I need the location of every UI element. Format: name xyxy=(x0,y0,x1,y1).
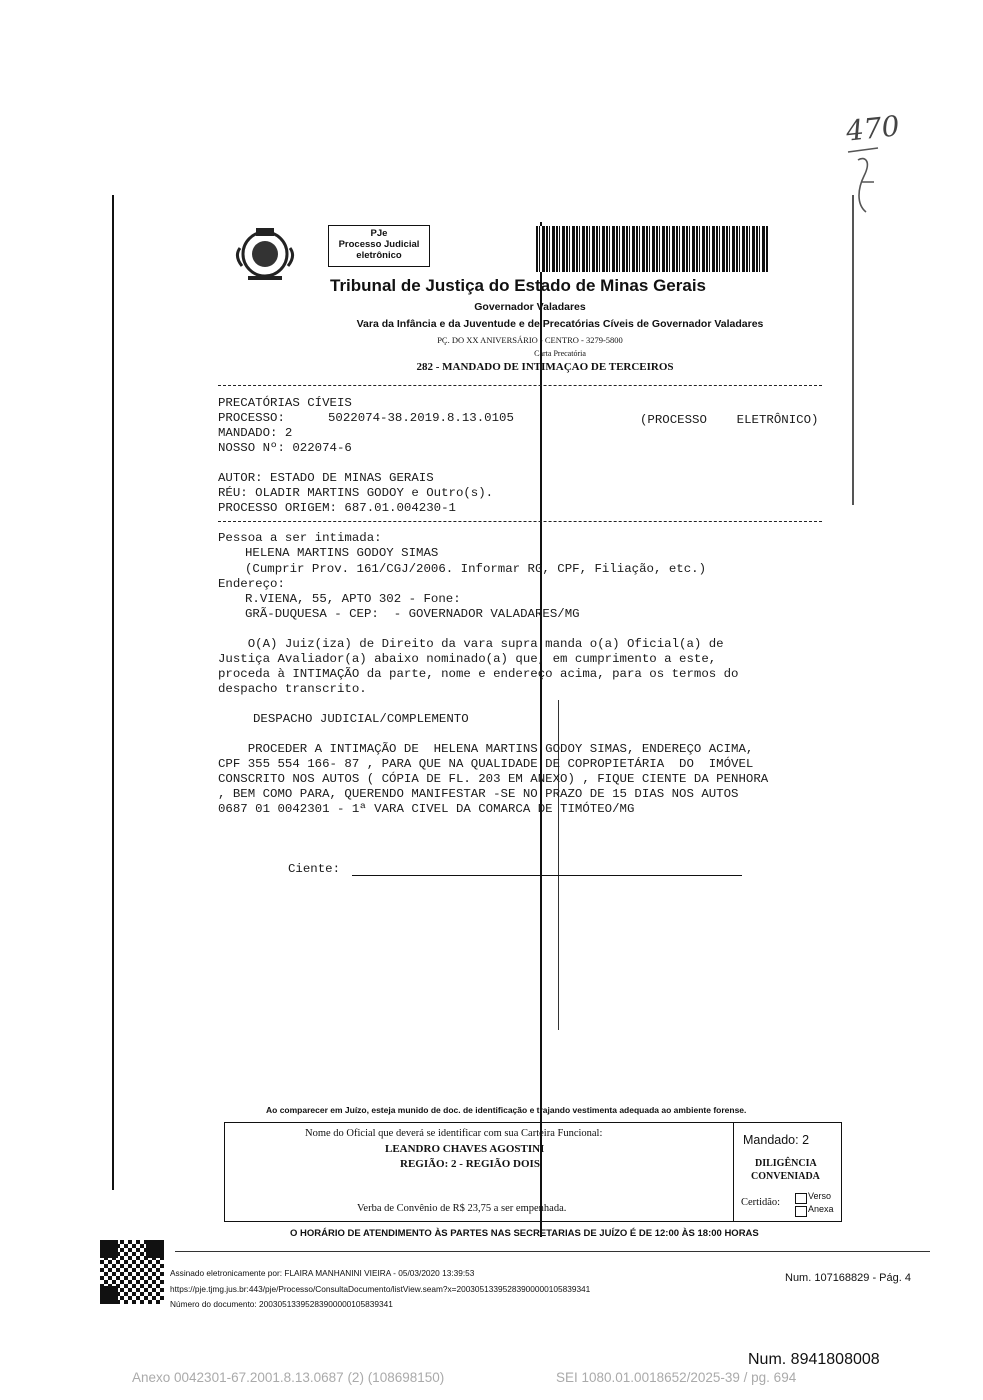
order-line: proceda à INTIMAÇÃO da parte, nome e endereço acima, para os termos do xyxy=(218,667,739,681)
pje-line-2: Processo Judicial xyxy=(338,239,420,250)
address-line-2: GRÃ-DUQUESA - CEP: - GOVERNADOR VALADARES/MG xyxy=(245,607,580,621)
coat-of-arms-icon xyxy=(234,226,296,284)
ciente-label: Ciente: xyxy=(288,862,341,876)
despacho-paragraph xyxy=(218,742,838,817)
order-line: Justiça Avaliador(a) abaixo nominado(a) que, em cumprimento a este, xyxy=(218,652,717,666)
order-paragraph xyxy=(218,637,838,697)
despacho-line: 0687 01 0042301 - 1ª VARA CIVEL DA COMARCA DE TIMÓTEO/MG xyxy=(218,802,635,816)
process-type: (PROCESSO ELETRÔNICO) xyxy=(640,413,819,427)
certidao-label: Certidão: xyxy=(741,1197,781,1208)
signature-page-number: Num. 107168829 - Pág. 4 xyxy=(785,1272,911,1284)
verso-label: Verso xyxy=(808,1191,832,1201)
process-number: 5022074-38.2019.8.13.0105 xyxy=(328,411,514,425)
signature-line-1: Assinado eletronicamente por: FLAIRA MANHANINI VIEIRA - 05/03/2020 13:39:53 xyxy=(170,1268,475,1278)
person-label: Pessoa a ser intimada: xyxy=(218,531,382,545)
signature-rule xyxy=(175,1251,930,1252)
handwritten-mark-icon xyxy=(846,146,906,216)
signature-document-number: Número do documento: 20030513395283900000105839341 xyxy=(170,1299,393,1309)
anexa-label: Anexa xyxy=(808,1204,834,1214)
mandado-number: MANDADO: 2 xyxy=(218,426,293,440)
ciente-signature-line[interactable] xyxy=(352,875,742,876)
divider-2 xyxy=(218,521,822,522)
despacho-line: PROCEDER A INTIMAÇÃO DE HELENA MARTINS GODOY SIMAS, ENDEREÇO ACIMA, xyxy=(218,742,754,756)
barcode xyxy=(536,226,768,272)
court-name: Tribunal de Justiça do Estado de Minas Gerais xyxy=(330,276,706,295)
verso-checkbox[interactable] xyxy=(795,1193,807,1204)
divider xyxy=(218,385,822,386)
signature-url[interactable]: https://pje.tjmg.jus.br:443/pje/Processo/ConsultaDocumento/listView.seam?x=20030513395283900000105839341 xyxy=(170,1284,591,1294)
address-label: Endereço: xyxy=(218,577,285,591)
person-note: (Cumprir Prov. 161/CGJ/2006. Informar RG, CPF, Filiação, etc.) xyxy=(245,562,707,576)
anexa-checkbox[interactable] xyxy=(795,1206,807,1217)
verba-text: Verba de Convênio de R$ 23,75 a ser empenhada. xyxy=(357,1203,567,1214)
footer-sei: SEI 1080.01.0018652/2025-39 / pg. 694 xyxy=(556,1370,797,1385)
autor: AUTOR: ESTADO DE MINAS GERAIS xyxy=(218,471,434,485)
order-line: O(A) Juiz(iza) de Direito da vara supra manda o(a) Oficial(a) de xyxy=(218,637,724,651)
person-name: HELENA MARTINS GODOY SIMAS xyxy=(245,546,439,560)
document-title: 282 - MANDADO DE INTIMAÇAO DE TERCEIROS xyxy=(416,361,674,373)
fold-line xyxy=(540,222,542,1237)
pje-box xyxy=(328,225,430,267)
footer-anexo: Anexo 0042301-67.2001.8.13.0687 (2) (108698150) xyxy=(132,1370,445,1385)
officer-box xyxy=(224,1122,842,1222)
mandado-label: Mandado: 2 xyxy=(743,1133,810,1147)
pje-line-1: PJe xyxy=(370,228,388,239)
despacho-line: , BEM COMO PARA, QUERENDO MANIFESTAR -SE NO PRAZO DE 15 DIAS NOS AUTOS xyxy=(218,787,739,801)
order-line: despacho transcrito. xyxy=(218,682,367,696)
officer-region: REGIÃO: 2 - REGIÃO DOIS xyxy=(400,1158,540,1170)
pje-line-3: eletrônico xyxy=(356,250,402,261)
hours-notice: O HORÁRIO DE ATENDIMENTO ÀS PARTES NAS SECRETARIAS DE JUÍZO É DE 12:00 ÀS 18:00 HORAS xyxy=(290,1228,759,1239)
notice-top: Ao comparecer em Juízo, esteja munido de doc. de identificação e trajando vestimenta adequada ao ambiente forense. xyxy=(266,1105,747,1115)
reu: RÉU: OLADIR MARTINS GODOY e Outro(s). xyxy=(218,486,494,500)
handwritten-page-number: 470 xyxy=(846,112,906,212)
process-category: PRECATÓRIAS CÍVEIS xyxy=(218,396,352,410)
scan-edge-right xyxy=(852,195,854,505)
diligencia-line-1: DILIGÊNCIA xyxy=(755,1158,817,1169)
address-line-1: R.VIENA, 55, APTO 302 - Fone: xyxy=(245,592,461,606)
processo-origem: PROCESSO ORIGEM: 687.01.004230-1 xyxy=(218,501,456,515)
diligencia-line-2: CONVENIADA xyxy=(751,1171,820,1182)
vara-name: Vara da Infância e da Juventude e de Precatórias Cíveis de Governador Valadares xyxy=(356,318,764,330)
officer-box-divider xyxy=(733,1123,734,1221)
court-city: Governador Valadares xyxy=(474,301,586,313)
doc-type: Carta Precatória xyxy=(534,349,586,358)
footer-num: Num. 8941808008 xyxy=(748,1351,880,1368)
officer-label: Nome do Oficial que deverá se identificar com sua Carteira Funcional: xyxy=(305,1128,603,1139)
officer-name: LEANDRO CHAVES AGOSTINI xyxy=(385,1143,545,1155)
despacho-line: CPF 355 554 166- 87 , PARA QUE NA QUALIDADE DE COPROPIETÁRIA DO IMÓVEL xyxy=(218,757,754,771)
scan-edge-left xyxy=(112,195,114,1190)
court-address: PÇ. DO XX ANIVERSÁRIO - CENTRO - 3279-5800 xyxy=(437,335,623,345)
qr-code-icon xyxy=(100,1240,164,1304)
despacho-line: CONSCRITO NOS AUTOS ( CÓPIA DE FL. 203 EM ANEXO) , FIQUE CIENTE DA PENHORA xyxy=(218,772,769,786)
despacho-label: DESPACHO JUDICIAL/COMPLEMENTO xyxy=(253,712,469,726)
nosso-number: NOSSO Nº: 022074-6 xyxy=(218,441,352,455)
process-label: PROCESSO: xyxy=(218,411,285,425)
